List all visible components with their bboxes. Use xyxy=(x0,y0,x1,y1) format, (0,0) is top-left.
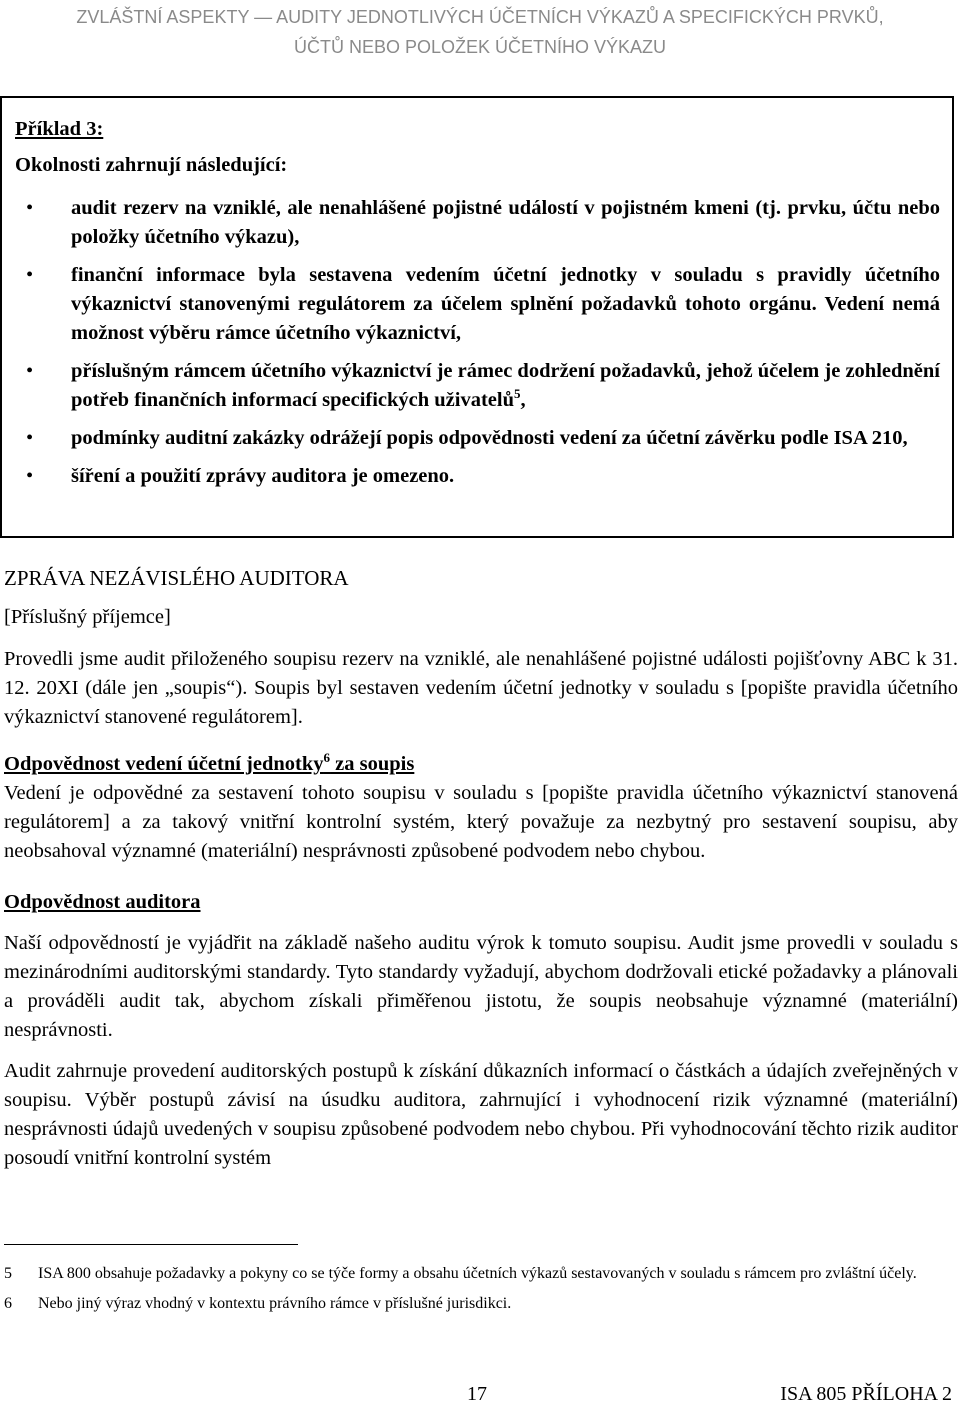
management-paragraph: Vedení je odpovědné za sestavení tohoto soupisu v souladu s [popište pravidla účetního výkaznictví stanovená regulátorem] a za takový vnitřní kontrolní systém, který považuje za nezbytný pro sestavení soupisu, aby neobsahoval významné (materiální) nesprávnosti způsobené podvodem nebo chybou. xyxy=(4,782,958,862)
report-recipient: [Příslušný příjemce] xyxy=(4,606,171,628)
example-intro: Okolnosti zahrnují následující: xyxy=(15,154,288,176)
heading-management-responsibility: Odpovědnost vedení účetní jednotky$^6$ za soupis xyxy=(4,750,415,775)
list-item-text: příslušným rámcem účetního výkaznictví je rámec dodržení požadavků, jehož účelem je zohlednění potřeb finančních informací specifických uživatelů xyxy=(71,360,940,411)
bullet-icon: • xyxy=(26,465,34,487)
intro-paragraph: Provedli jsme audit přiloženého soupisu rezerv na vzniklé, ale nenahlášené pojistné události pojišťovny ABC k 31. 12. 20XI (dále jen „soupis“). Soupis byl sestaven vedením účetní jednotky v souladu s [popište pravidla účetního výkaznictví stanovené regulátorem]. xyxy=(4,648,958,728)
list-item-punctuation: , xyxy=(520,389,526,411)
list-item-text: podmínky auditní zakázky odrážejí popis odpovědnosti vedení za účetní závěrku podle ISA 210, xyxy=(71,427,908,449)
report-title: ZPRÁVA NEZÁVISLÉHO AUDITORA xyxy=(4,566,349,590)
bullet-icon: • xyxy=(26,197,34,219)
document-reference: ISA 805 PŘÍLOHA 2 xyxy=(780,1383,952,1405)
bullet-icon: • xyxy=(26,360,34,382)
circumstances-list xyxy=(2,194,952,500)
list-item xyxy=(2,424,952,453)
list-item-text: finanční informace byla sestavena vedením účetní jednotky v souladu s pravidly účetního výkaznictví stanovenými regulátorem za účelem splnění požadavků tohoto orgánu. Vedení nemá možnost výběru rámce účetního výkaznictví, xyxy=(71,264,940,344)
footnote-number: 6 xyxy=(4,1295,12,1312)
report-body xyxy=(4,564,958,1173)
example-box xyxy=(0,96,954,538)
footnote-ref-5[interactable]: 5 xyxy=(514,386,521,402)
auditor-paragraph-1: Naší odpovědností je vyjádřit na základě našeho auditu výrok k tomuto soupisu. Audit jsme provedli v souladu s mezinárodními auditorskými standardy. Tyto standardy vyžadují, abychom dodržovali etické požadavky a plánovali a prováděli audit tak, abychom získali přiměřenou jistotu, že soupis neobsahuje významné (materiální) nesprávnosti. xyxy=(4,932,958,1041)
bullet-icon: • xyxy=(26,264,34,286)
footnote-6 xyxy=(0,1292,960,1316)
footnote-text: Nebo jiný výraz vhodný v kontextu právního rámce v příslušné jurisdikci. xyxy=(38,1295,512,1312)
auditor-paragraph-2: Audit zahrnuje provedení auditorských postupů k získání důkazních informací o částkách a údajích zveřejněných v soupisu. Výběr postupů závisí na úsudku auditora, zahrnující i vyhodnocení rizik významné (materiální) nesprávnosti údajů uvedených v soupisu způsobené podvodem nebo chybou. Při vyhodnocování těchto rizik auditor posoudí vnitřní kontrolní systém xyxy=(4,1060,958,1169)
page-number: 17 xyxy=(467,1383,487,1405)
footnote-separator xyxy=(4,1244,298,1245)
footnotes xyxy=(0,1262,960,1322)
list-item-text: šíření a použití zprávy auditora je omezeno. xyxy=(71,465,455,487)
list-item xyxy=(2,462,952,491)
footnote-5 xyxy=(0,1262,960,1286)
list-item xyxy=(2,194,952,252)
example-title: Příklad 3: xyxy=(15,118,104,140)
footnote-text: ISA 800 obsahuje požadavky a pokyny co se týče formy a obsahu účetních výkazů sestavovaných v souladu s rámcem pro zvláštní účely. xyxy=(38,1265,917,1282)
header-line-2: ÚČTŮ NEBO POLOŽEK ÚČETNÍHO VÝKAZU xyxy=(293,37,667,57)
heading-auditor-responsibility: Odpovědnost auditora xyxy=(4,891,201,913)
bullet-icon: • xyxy=(26,427,34,449)
running-header xyxy=(0,0,960,62)
footnote-ref-6[interactable]: 6 xyxy=(323,750,331,766)
footnote-number: 5 xyxy=(4,1265,12,1282)
header-line-1: ZVLÁŠTNÍ ASPEKTY — AUDITY JEDNOTLIVÝCH ÚČETNÍCH VÝKAZŮ A SPECIFICKÝCH PRVKŮ, xyxy=(76,7,884,27)
list-item-text: audit rezerv na vzniklé, ale nenahlášené pojistné událostí v pojistném kmeni (tj. prvku, účtu nebo položky účetního výkazu), xyxy=(71,197,940,248)
list-item xyxy=(2,357,952,415)
list-item xyxy=(2,261,952,348)
